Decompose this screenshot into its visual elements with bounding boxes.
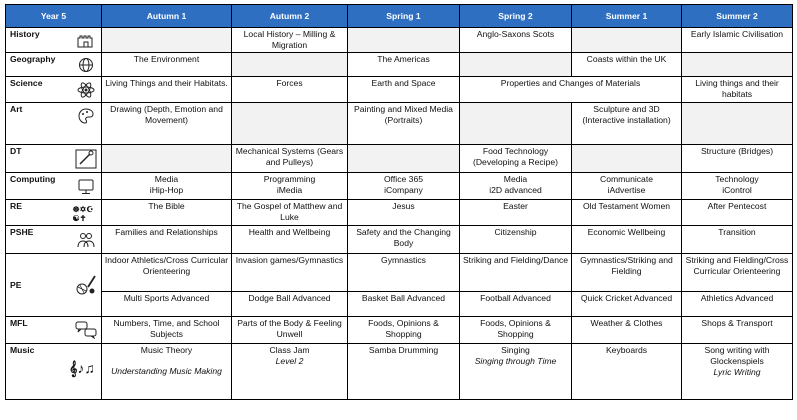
cell: Living things and their habitats [682,77,793,103]
cell-line: Song writing with Glockenspiels [704,345,770,366]
row-music [6,344,793,400]
row-dt [6,145,793,173]
cell [348,28,460,53]
cell: Anglo-Saxons Scots [460,28,572,53]
cell [232,344,348,400]
cell: Invasion games/Gymnastics [232,254,348,292]
subject-label: Geography [10,54,56,64]
cell: Athletics Advanced [682,292,793,317]
cell-line: Keyboards [605,345,648,355]
row-art [6,103,793,145]
cell-italic: Singing through Time [474,356,557,366]
cell: Economic Wellbeing [572,226,682,254]
header-year: Year 5 [6,5,102,28]
cell: Dodge Ball Advanced [232,292,348,317]
cell-line: iControl [722,185,752,195]
cell-italic: Lyric Writing [713,367,761,377]
header-summer-1: Summer 1 [572,5,682,28]
atom-icon [75,80,97,100]
cell-line: Media [503,174,528,184]
cell-italic: Understanding Music Making [111,366,222,376]
cell [460,344,572,400]
cell [460,53,572,77]
row-pshe [6,226,793,254]
cell [572,145,682,173]
subject-label: MFL [10,318,28,328]
cell: Early Islamic Civilisation [682,28,793,53]
cell [572,173,682,200]
subject-label: RE [10,201,22,211]
subject-re [6,200,102,226]
subject-music [6,344,102,400]
cell: Families and Relationships [102,226,232,254]
cell-line: Samba Drumming [368,345,439,355]
cell [460,173,572,200]
header-spring-2: Spring 2 [460,5,572,28]
cell [232,53,348,77]
cell-italic: Level 2 [275,356,304,366]
subject-computing [6,173,102,200]
header-row [6,5,793,28]
header-spring-1: Spring 1 [348,5,460,28]
header-autumn-1: Autumn 1 [102,5,232,28]
cell [102,344,232,400]
cell: Painting and Mixed Media (Portraits) [348,103,460,145]
cell [102,28,232,53]
cell: After Pentecost [682,200,793,226]
cell-line: Communicate [599,174,653,184]
sports-balls-icon [75,275,97,295]
cell: Forces [232,77,348,103]
cell: The Bible [102,200,232,226]
cell: Weather & Clothes [572,317,682,344]
cell: Jesus [348,200,460,226]
row-computing [6,173,793,200]
cell-line: iAdvertise [607,185,646,195]
cell: Foods, Opinions & Shopping [460,317,572,344]
cell: Food Technology (Developing a Recipe) [460,145,572,173]
cell: Gymnastics [348,254,460,292]
cell: Basket Ball Advanced [348,292,460,317]
cell: Striking and Fielding/Dance [460,254,572,292]
cell: The Environment [102,53,232,77]
cell: Living Things and their Habitats. [102,77,232,103]
cell: Numbers, Time, and School Subjects [102,317,232,344]
row-science [6,77,793,103]
castle-icon [75,30,97,50]
cell: Earth and Space [348,77,460,103]
header-summer-2: Summer 2 [682,5,793,28]
cell-line: Singing [501,345,530,355]
cell: Local History – Milling & Migration [232,28,348,53]
subject-pshe [6,226,102,254]
cell [682,344,793,400]
cell [348,344,460,400]
religious-symbols-icon: ☸✡☪ ☯✝ [72,205,94,223]
cell-line: Music Theory [140,345,193,355]
cell [572,28,682,53]
cell: The Americas [348,53,460,77]
cell: Football Advanced [460,292,572,317]
subject-art [6,103,102,145]
cell: Multi Sports Advanced [102,292,232,317]
subject-label: Computing [10,174,56,184]
cell: Transition [682,226,793,254]
subject-mfl [6,317,102,344]
cell [348,173,460,200]
row-geography [6,53,793,77]
cell-line: iMedia [276,185,303,195]
cell: Shops & Transport [682,317,793,344]
cell: Striking and Fielding/Cross Curricular Orienteering [682,254,793,292]
cell-line: Programming [263,174,316,184]
speech-bubbles-icon [75,320,97,340]
cell-line: Office 365 [383,174,424,184]
cell-line: iHip-Hop [149,185,184,195]
cell [572,344,682,400]
row-mfl [6,317,793,344]
row-history [6,28,793,53]
cell: Safety and the Changing Body [348,226,460,254]
globe-icon [75,55,97,75]
cell-line: Media [154,174,179,184]
cell: Quick Cricket Advanced [572,292,682,317]
cell: Citizenship [460,226,572,254]
cell [460,103,572,145]
subject-geography [6,53,102,77]
cell [682,173,793,200]
subject-label: Music [10,345,35,355]
subject-label: Science [10,78,43,88]
cell: Indoor Athletics/Cross Curricular Orienteering [102,254,232,292]
cell: Drawing (Depth, Emotion and Movement) [102,103,232,145]
people-icon [75,230,97,250]
subject-history [6,28,102,53]
subject-dt [6,145,102,173]
cell [232,173,348,200]
cell: Properties and Changes of Materials [460,77,682,103]
cell-line: Technology [715,174,759,184]
cell: Health and Wellbeing [232,226,348,254]
subject-label: PSHE [10,227,34,237]
cell: Gymnastics/Striking and Fielding [572,254,682,292]
music-notes-icon: 𝄞♪♫ [69,359,95,376]
subject-pe [6,254,102,317]
cell: Easter [460,200,572,226]
subject-label: Art [10,104,23,114]
cell: Foods, Opinions & Shopping [348,317,460,344]
cell-line: Class Jam [269,345,310,355]
cell [232,103,348,145]
cell: Structure (Bridges) [682,145,793,173]
subject-label: DT [10,146,22,156]
cell: Parts of the Body & Feeling Unwell [232,317,348,344]
cell [102,145,232,173]
cell: Mechanical Systems (Gears and Pulleys) [232,145,348,173]
curriculum-table [5,4,793,400]
subject-label: History [10,29,40,39]
cell [682,103,793,145]
cell: Coasts within the UK [572,53,682,77]
cell-line: i2D advanced [489,185,542,195]
cell [348,145,460,173]
row-pe-top [6,254,793,292]
paint-palette-icon [75,107,97,127]
tools-icon [75,149,97,169]
row-re [6,200,793,226]
row-pe-bottom [6,292,793,317]
cell-line: iCompany [384,185,423,195]
header-autumn-2: Autumn 2 [232,5,348,28]
subject-label: PE [10,279,22,290]
cell: The Gospel of Matthew and Luke [232,200,348,226]
cell [102,173,232,200]
cell [682,53,793,77]
computer-icon [75,177,97,197]
subject-science [6,77,102,103]
cell: Old Testament Women [572,200,682,226]
cell: Sculpture and 3D (Interactive installation) [572,103,682,145]
